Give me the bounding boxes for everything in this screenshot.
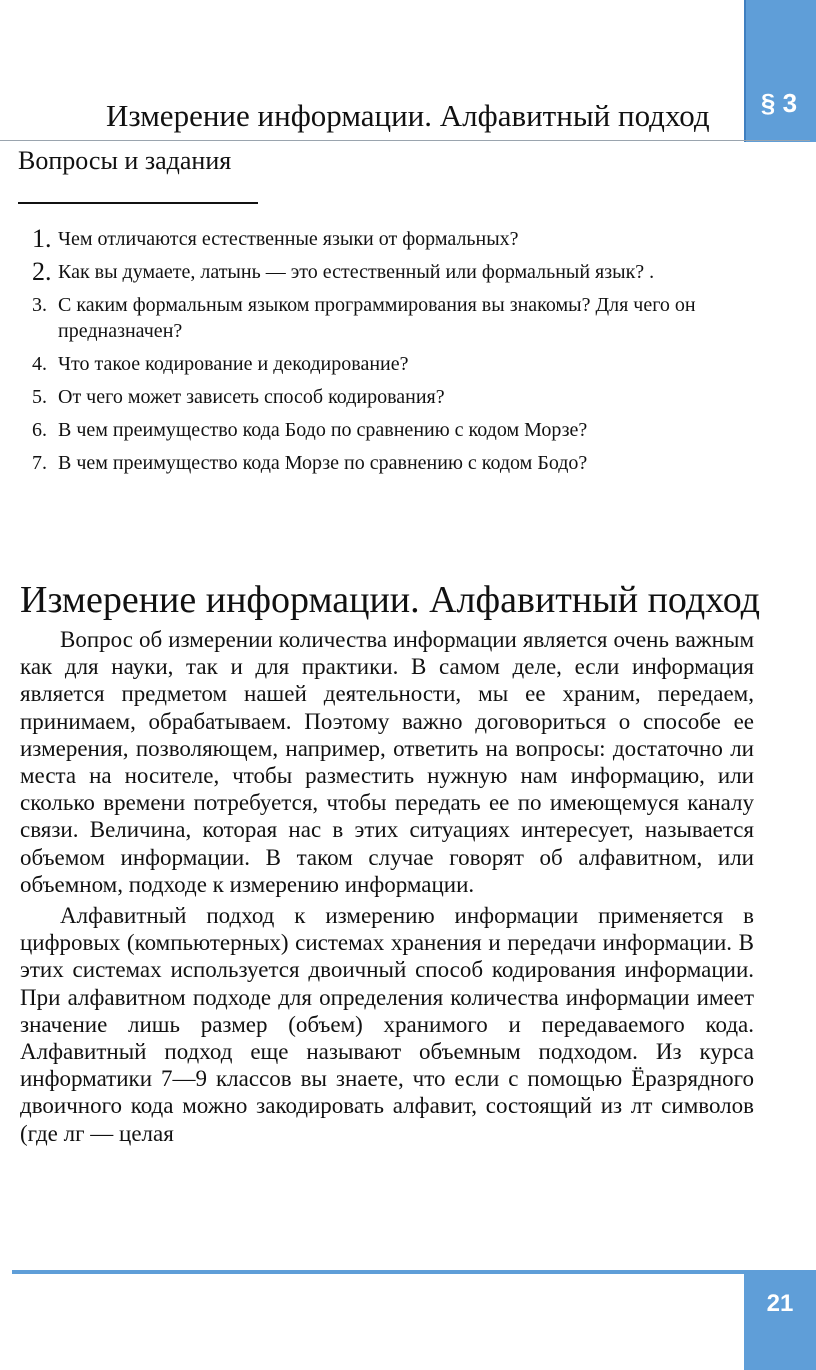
question-text: Чем отличаются естественные языки от формальных? bbox=[58, 228, 519, 250]
question-item bbox=[32, 226, 802, 252]
questions-list bbox=[32, 226, 802, 483]
heading-underline bbox=[18, 202, 258, 204]
question-text: В чем преимущество кода Бодо по сравнению с кодом Морзе? bbox=[58, 419, 588, 441]
questions-heading: Вопросы и задания bbox=[18, 146, 232, 175]
article-body bbox=[20, 626, 754, 1151]
question-text: Как вы думаете, латынь — это естественный или формальный язык? . bbox=[58, 261, 655, 283]
question-number: 7. bbox=[32, 452, 47, 474]
question-number: 3. bbox=[32, 294, 47, 316]
section-tab bbox=[744, 0, 816, 142]
question-item bbox=[32, 450, 802, 476]
question-text: От чего может зависеть способ кодирования? bbox=[58, 386, 445, 408]
article-title: Измерение информации. Алфавитный подход bbox=[20, 579, 760, 621]
question-number: 4. bbox=[32, 353, 47, 375]
question-number: 5. bbox=[32, 386, 47, 408]
question-number: 1. bbox=[32, 224, 52, 253]
question-item bbox=[32, 351, 802, 377]
question-item bbox=[32, 417, 802, 443]
question-text: Что такое кодирование и декодирование? bbox=[58, 353, 409, 375]
section-tab-label: § 3 bbox=[760, 88, 798, 118]
page-number: 21 bbox=[766, 1290, 794, 1317]
question-text: В чем преимущество кода Морзе по сравнению с кодом Бодо? bbox=[58, 452, 588, 474]
question-number: 6. bbox=[32, 419, 47, 441]
question-item bbox=[32, 292, 802, 344]
footer-rule bbox=[12, 1270, 744, 1274]
question-text: С каким формальным языком программирования вы знакомы? Для чего он предназначен? bbox=[58, 294, 696, 342]
question-item bbox=[32, 384, 802, 410]
article-paragraph: Алфавитный подход к измерению информации применяется в цифровых (компьютерных) системах хранения и передачи информации. В этих системах используется двоичный способ кодирования информации. При алфавитном подходе для определения количества информации имеет значение лишь размер (объем) хранимого и передаваемого кода. Алфавитный подход еще называют объемным подходом. Из курса информатики 7—9 классов вы знаете, что если с помощью Ёразрядного двоичного кода можно закодировать алфавит, состоящий из лт символов (где лг — целая bbox=[20, 903, 754, 1146]
page-number-tab bbox=[744, 1270, 816, 1370]
question-number: 2. bbox=[32, 257, 52, 286]
article-paragraph: Вопрос об измерении количества информации является очень важным как для науки, так и для практики. В самом деле, если информация является предметом нашей деятельности, мы ее храним, передаем, принимаем, обрабатываем. Поэтому важно договориться о способе ее измерения, позволяющем, например, ответить на вопросы: достаточно ли места на носителе, чтобы разместить нужную нам информацию, или сколько времени потребуется, чтобы передать ее по имеющемуся каналу связи. Величина, которая нас в этих ситуациях интересует, называется объемом информации. В таком случае говорят об алфавитном, или объемном, подходе к измерению информации. bbox=[20, 627, 754, 897]
running-title: Измерение информации. Алфавитный подход bbox=[106, 98, 710, 133]
header-divider bbox=[0, 140, 810, 141]
question-item bbox=[32, 259, 802, 285]
